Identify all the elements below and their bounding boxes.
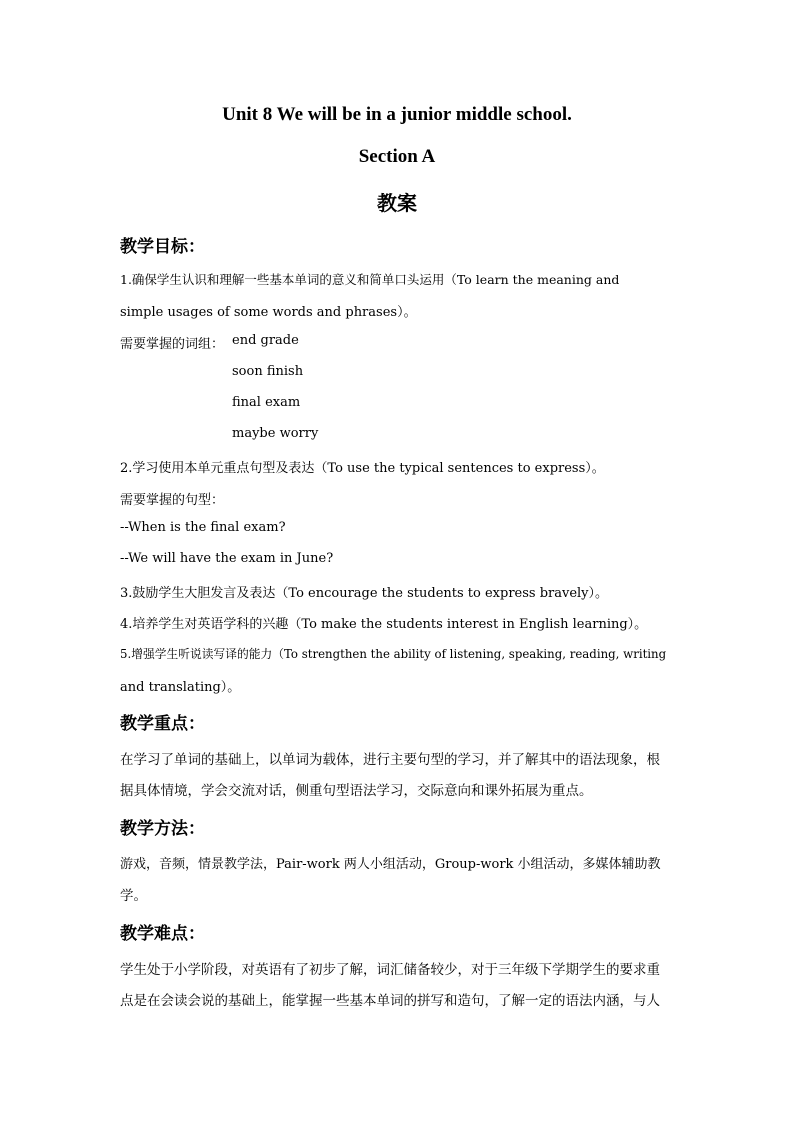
sentence-item: --When is the final exam? bbox=[120, 520, 286, 535]
sentence-item: --We will have the exam in June? bbox=[120, 551, 334, 566]
objective-5-line-1: 5.增强学生听说读写译的能力（To strengthen the ability of listening, speaking, reading, writing bbox=[120, 647, 667, 661]
sentences-label: 需要掌握的句型： bbox=[120, 493, 225, 508]
key-points-line-1: 在学习了单词的基础上，以单词为载体，进行主要句型的学习，并了解其中的语法现象，根 bbox=[120, 752, 660, 768]
key-points-line-2: 据具体情境，学会交流对话，侧重句型语法学习，交际意向和课外拓展为重点。 bbox=[120, 783, 593, 799]
methods-line-2: 学。 bbox=[120, 888, 147, 904]
objective-1-line-1: 1.确保学生认识和理解一些基本单词的意义和简单口头运用（To learn the meaning and bbox=[120, 272, 620, 287]
document-title: Unit 8 We will be in a junior middle school. bbox=[222, 104, 572, 125]
objective-2: 2.学习使用本单元重点句型及表达（To use the typical sentences to express）。 bbox=[120, 461, 605, 476]
objective-1-line-2: simple usages of some words and phrases）。 bbox=[120, 305, 417, 320]
difficulties-line-1: 学生处于小学阶段，对英语有了初步了解，词汇储备较少，对于三年级下学期学生的要求重 bbox=[120, 962, 660, 978]
heading-methods: 教学方法： bbox=[120, 819, 205, 839]
heading-objectives: 教学目标： bbox=[120, 237, 205, 257]
phrase-item: maybe worry bbox=[232, 426, 319, 441]
objective-3: 3.鼓励学生大胆发言及表达（To encourage the students to express bravely）。 bbox=[120, 586, 609, 601]
section-title: Section A bbox=[358, 146, 436, 167]
heading-key-points: 教学重点： bbox=[120, 714, 205, 734]
objective-5-line-2: and translating）。 bbox=[120, 680, 241, 695]
methods-line-1: 游戏，音频，情景教学法，Pair-work 两人小组活动，Group-work 小组活动，多媒体辅助教 bbox=[120, 857, 661, 872]
document-type: 教案 bbox=[377, 191, 417, 215]
heading-difficulties: 教学难点： bbox=[120, 924, 205, 944]
objective-4: 4.培养学生对英语学科的兴趣（To make the students interest in English learning）。 bbox=[120, 617, 648, 632]
difficulties-line-2: 点是在会读会说的基础上，能掌握一些基本单词的拼写和造句，了解一定的语法内涵，与人 bbox=[120, 993, 660, 1009]
phrase-item: final exam bbox=[232, 395, 301, 410]
phrases-label: 需要掌握的词组： bbox=[120, 337, 225, 352]
phrase-item: end grade bbox=[232, 333, 299, 348]
phrase-item: soon finish bbox=[232, 364, 304, 379]
